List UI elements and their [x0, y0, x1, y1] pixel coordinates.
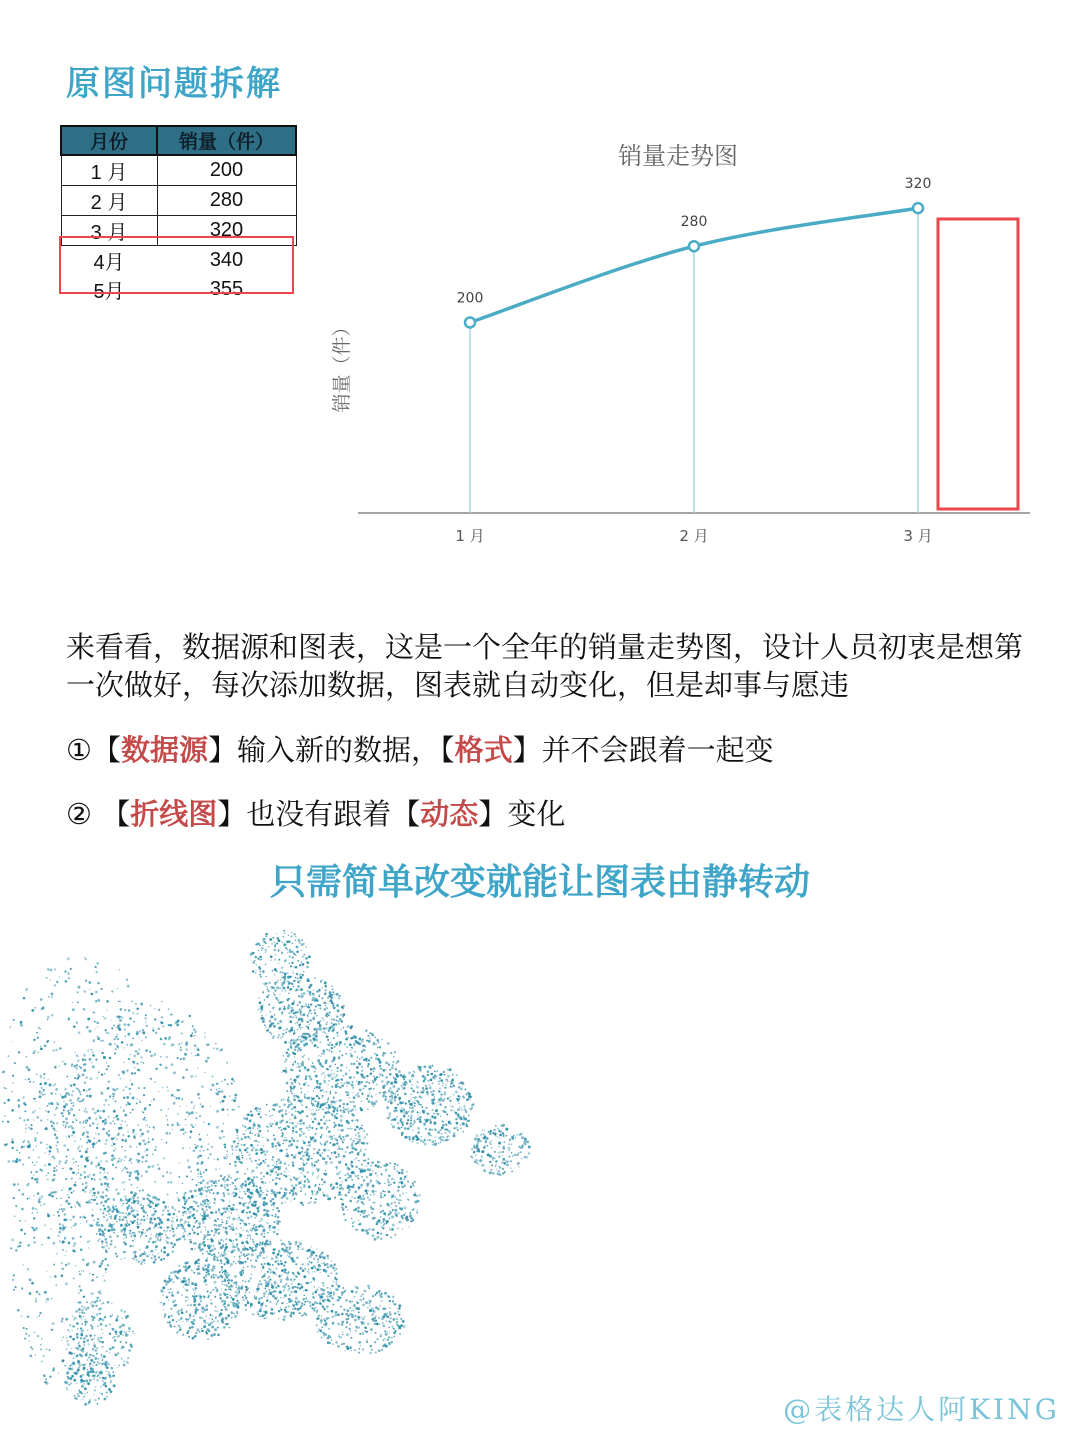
page-title: 原图问题拆解 — [66, 64, 282, 104]
table-header-sales: 销量（件） — [157, 126, 296, 155]
table-row — [61, 186, 296, 216]
bullet-text: 并不会跟着一起变 — [541, 733, 774, 767]
data-label: 280 — [680, 214, 708, 231]
table-cell-month: 5月 — [93, 281, 125, 303]
x-tick-label: 3 月 — [903, 527, 933, 545]
bullet-point-1 — [66, 728, 774, 769]
bracket-open: 【 — [440, 733, 455, 767]
particle-runner-illustration — [0, 900, 560, 1420]
bracket-open: 【 — [391, 797, 421, 831]
sales-line-chart — [320, 130, 1040, 560]
data-label: 200 — [456, 290, 484, 307]
table-cell-sales: 200 — [157, 155, 296, 186]
missing-data-highlight-box — [938, 219, 1018, 509]
table-cell-sales: 280 — [157, 186, 296, 216]
author-signature: @表格达人阿KING — [783, 1393, 1060, 1426]
bracket-close: 】 — [208, 733, 238, 767]
table-cell-month: 2 月 — [61, 186, 157, 216]
headline: 只需简单改变就能让图表由静转动 — [269, 862, 810, 903]
description-paragraph: 来看看，数据源和图表，这是一个全年的销量走势图，设计人员初衷是想第一次做好，每次添加数据，图表就自动变化，但是却事与愿违 — [66, 630, 1024, 702]
bullet-number: ② — [66, 797, 92, 831]
table-row — [61, 155, 296, 186]
highlight-term: 格式 — [454, 733, 513, 767]
bracket-close: 】 — [217, 797, 247, 831]
bracket-open: 【 — [92, 733, 122, 767]
x-tick-label: 1 月 — [455, 527, 485, 545]
table-cell-sales: 320 — [157, 216, 296, 246]
data-point — [689, 241, 699, 251]
data-point — [913, 203, 923, 213]
y-axis-label: 销量（件） — [331, 317, 353, 413]
bullet-text: 也没有跟着 — [246, 797, 392, 831]
table-cell-month: 4月 — [93, 252, 125, 274]
bracket-open: 【 — [92, 797, 131, 831]
bullet-text: 变化 — [507, 797, 566, 831]
table-header-month: 月份 — [61, 126, 157, 155]
bullet-point-2 — [66, 792, 565, 833]
particle-cloud — [2, 930, 531, 1406]
bullet-text: 输入新的数据， — [237, 733, 441, 767]
table-cell-sales: 340 — [209, 249, 244, 271]
table-cell-sales: 355 — [209, 278, 244, 300]
table-cell-month: 3 月 — [61, 216, 157, 246]
bullet-number: ① — [66, 733, 92, 767]
highlight-term: 数据源 — [121, 733, 209, 767]
bracket-close: 】 — [512, 733, 542, 767]
bracket-close: 】 — [478, 797, 508, 831]
data-point — [465, 317, 475, 327]
highlight-term: 折线图 — [130, 797, 218, 831]
table-header-row — [61, 126, 296, 155]
x-tick-label: 2 月 — [679, 527, 709, 545]
data-label: 320 — [904, 176, 932, 193]
new-rows-highlight-box — [59, 236, 294, 294]
table-cell-month: 1 月 — [61, 155, 157, 186]
chart-title: 销量走势图 — [618, 142, 738, 170]
highlight-term: 动态 — [420, 797, 479, 831]
